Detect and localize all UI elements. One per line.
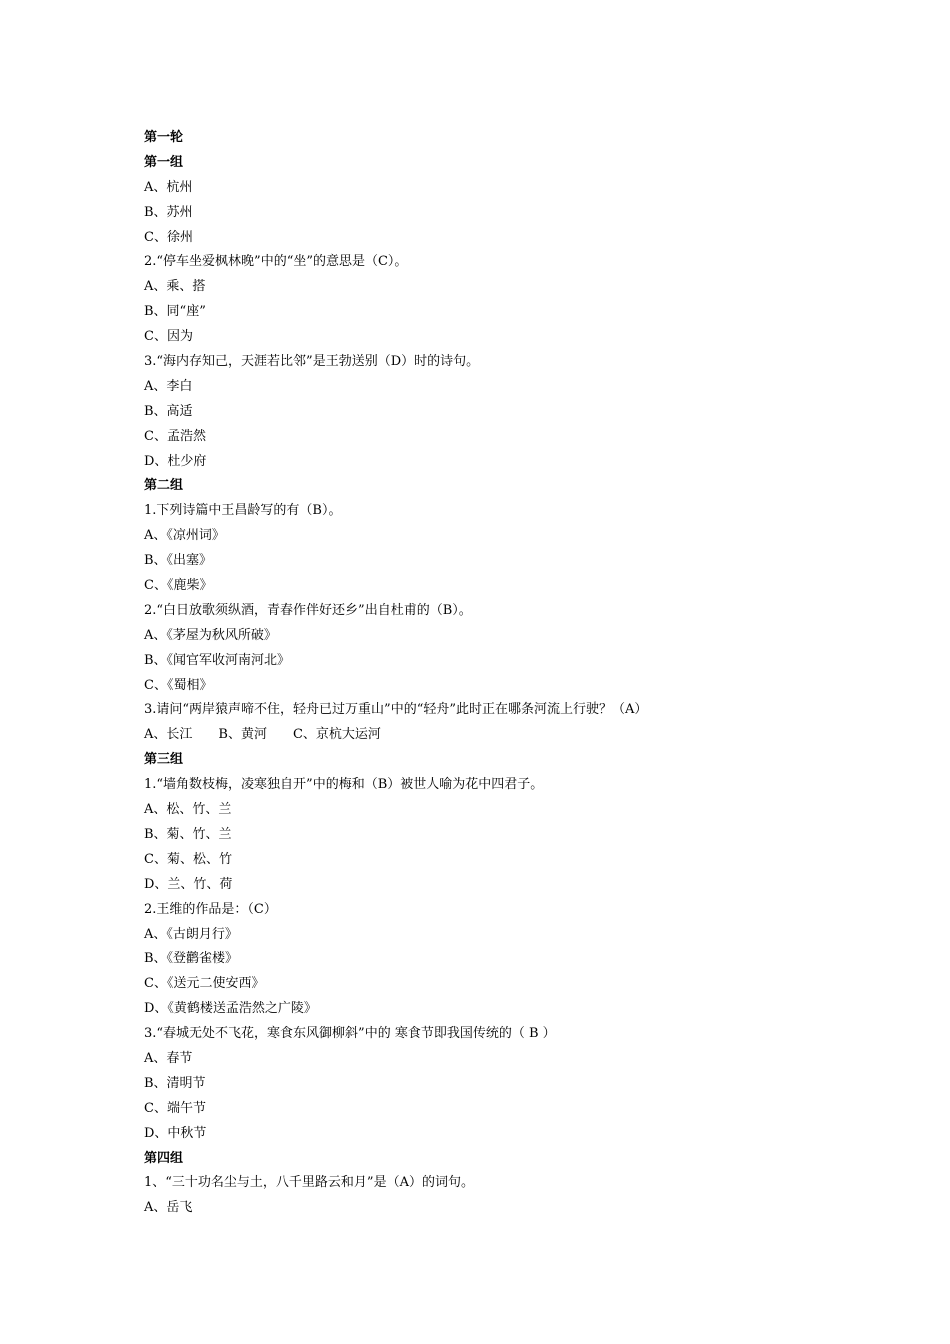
text-line: A、杭州 bbox=[144, 179, 193, 195]
text-line: C、徐州 bbox=[144, 229, 193, 245]
text-line: D、兰、竹、荷 bbox=[144, 876, 233, 892]
text-line: 2.王维的作品是：（C） bbox=[144, 901, 277, 917]
text-line: C、端午节 bbox=[144, 1100, 206, 1116]
text-line: 3.请问“两岸猿声啼不住，轻舟已过万重山”中的“轻舟”此时正在哪条河流上行驶？（A） bbox=[144, 702, 648, 718]
section-heading: 第四组 bbox=[144, 1150, 184, 1166]
text-line: C、菊、松、竹 bbox=[144, 851, 232, 867]
document-body bbox=[144, 126, 824, 1221]
text-line: A、李白 bbox=[144, 378, 193, 394]
section-heading: 第一轮 bbox=[144, 130, 184, 145]
text-line: C、因为 bbox=[144, 329, 193, 345]
text-line: B、《闻官军收河南河北》 bbox=[144, 652, 291, 668]
text-line: A、长江 B、黄河 C、京杭大运河 bbox=[144, 727, 381, 743]
text-line: A、乘、搭 bbox=[144, 279, 206, 295]
text-line: 2.“停车坐爱枫林晚”中的“坐”的意思是（C）。 bbox=[144, 254, 408, 270]
text-line: B、同“座” bbox=[144, 304, 206, 320]
text-line: D、《黄鹤楼送孟浩然之广陵》 bbox=[144, 1001, 317, 1017]
text-line: C、孟浩然 bbox=[144, 428, 206, 444]
text-line: C、《送元二使安西》 bbox=[144, 976, 265, 992]
text-line: A、岳飞 bbox=[144, 1200, 193, 1216]
text-line: 3.“海内存知己，天涯若比邻”是王勃送别（D）时的诗句。 bbox=[144, 354, 480, 370]
text-line: B、苏州 bbox=[144, 204, 193, 220]
text-line: B、菊、竹、兰 bbox=[144, 826, 232, 842]
text-line: B、《出塞》 bbox=[144, 553, 213, 569]
text-line: B、高适 bbox=[144, 403, 193, 419]
text-line: 1、“三十功名尘与土，八千里路云和月”是（A）的词句。 bbox=[144, 1175, 474, 1191]
text-line: C、《鹿柴》 bbox=[144, 578, 213, 594]
section-heading: 第一组 bbox=[144, 154, 184, 170]
text-line: D、中秋节 bbox=[144, 1125, 207, 1141]
text-line: A、《凉州词》 bbox=[144, 528, 225, 544]
section-heading: 第三组 bbox=[144, 752, 184, 768]
text-line: A、《茅屋为秋风所破》 bbox=[144, 627, 277, 643]
text-line: D、杜少府 bbox=[144, 453, 207, 469]
text-line: A、松、竹、兰 bbox=[144, 802, 232, 818]
text-line: 1.下列诗篇中王昌龄写的有（B）。 bbox=[144, 503, 342, 519]
text-line: B、《登鹳雀楼》 bbox=[144, 951, 239, 967]
text-line: 2.“白日放歌须纵酒，青春作伴好还乡”出自杜甫的（B）。 bbox=[144, 602, 472, 618]
text-line: 1.“墙角数枝梅，凌寒独自开”中的梅和（B）被世人喻为花中四君子。 bbox=[144, 777, 544, 793]
text-line: C、《蜀相》 bbox=[144, 677, 213, 693]
text-line: B、清明节 bbox=[144, 1075, 206, 1091]
text-line: A、春节 bbox=[144, 1050, 193, 1066]
section-heading: 第二组 bbox=[144, 478, 184, 494]
text-line: 3.“春城无处不飞花，寒食东风御柳斜”中的 寒食节即我国传统的（ B ） bbox=[144, 1026, 556, 1042]
text-line: A、《古朗月行》 bbox=[144, 926, 238, 942]
